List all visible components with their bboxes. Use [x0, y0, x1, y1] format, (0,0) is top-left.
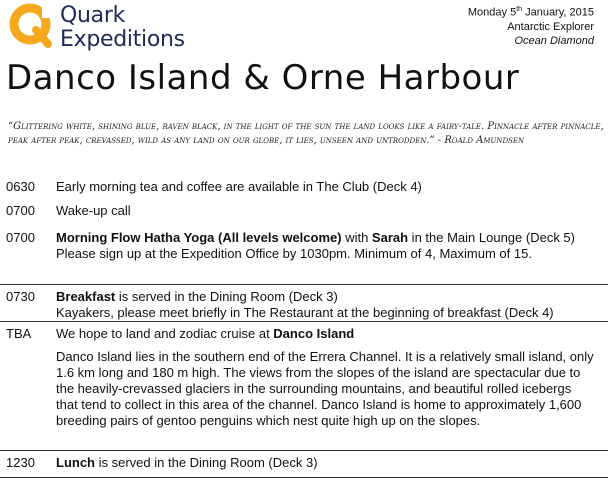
subtitle: Antarctic Explorer — [507, 20, 594, 33]
row-time: 0730 — [6, 289, 35, 304]
row-time: 0700 — [6, 203, 35, 218]
row-text: Early morning tea and coffee are available in The Club (Deck 4) — [56, 179, 422, 194]
logo-line2: Expeditions — [60, 27, 185, 52]
row-text: Lunch is served in the Dining Room (Deck 3) — [56, 455, 318, 470]
row-time: 0630 — [6, 179, 35, 194]
row-note: Please sign up at the Expedition Office by 1030pm. Minimum of 4, Maximum of 15. — [56, 246, 532, 261]
schedule-row — [0, 321, 608, 450]
row-paragraph: Danco Island lies in the southern end of the Errera Channel. It is a relatively small island, only 1.6 km long and 180 m high. The views from the slopes of the island are spectacular due to the heavily-crevassed glaciers in the surrounding mountains, and beautiful rolled icebergs that tend to collect in this area of the channel. Danco Island is home to approximately 1,600 breeding pairs of gentoo penguins which nest quite high up on the slopes. — [56, 349, 594, 428]
row-note: Kayakers, please meet briefly in The Restaurant at the beginning of breakfast (Deck 4) — [56, 305, 554, 320]
logo-wordmark — [60, 4, 185, 52]
schedule-row — [0, 284, 608, 321]
row-text: We hope to land and zodiac cruise at Danco Island — [56, 326, 355, 341]
row-text: Morning Flow Hatha Yoga (All levels welcome) with Sarah in the Main Lounge (Deck 5) — [56, 230, 575, 245]
row-time: 1230 — [6, 455, 35, 470]
logo-line1: Quark — [60, 3, 126, 28]
row-time: TBA — [6, 326, 32, 341]
ship-name: Ocean Diamond — [514, 34, 594, 47]
page-title: Danco Island & Orne Harbour — [6, 58, 520, 98]
quote: “Glittering white, shining blue, raven black, in the light of the sun the land looks like a fairy-tale. Pinnacle after pinnacle, peak after peak, crevassed, wild as any land on our globe, it lies, unseen and untrodden.” - Roald Amundsen — [8, 121, 604, 146]
quark-logo-icon — [8, 2, 54, 48]
divider — [0, 477, 608, 478]
row-time: 0700 — [6, 230, 35, 245]
header-info — [468, 3, 594, 48]
row-text: Wake-up call — [56, 203, 131, 218]
quark-logo — [8, 2, 198, 50]
schedule-row — [0, 203, 608, 230]
row-text: Breakfast is served in the Dining Room (Deck 3) — [56, 289, 338, 304]
schedule — [0, 176, 608, 478]
schedule-row — [0, 450, 608, 477]
schedule-row — [0, 176, 608, 203]
date-line: Monday 5th January, 2015 — [467, 6, 594, 19]
schedule-row — [0, 230, 608, 284]
